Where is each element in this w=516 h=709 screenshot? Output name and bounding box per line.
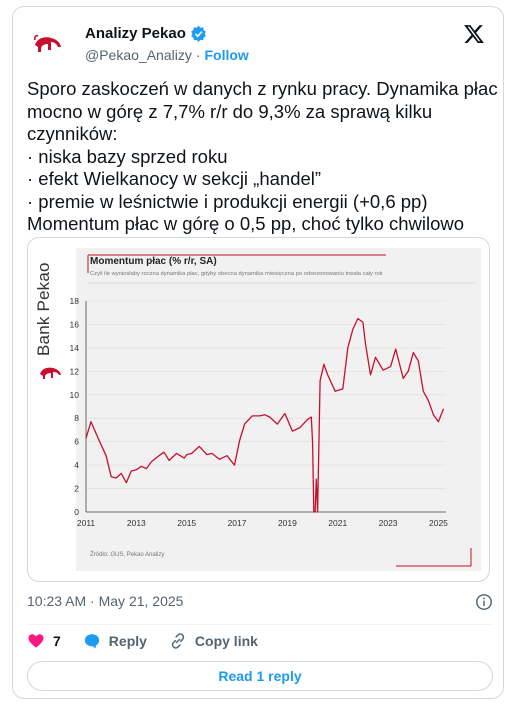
info-icon[interactable] — [475, 593, 493, 611]
like-count: 7 — [53, 633, 61, 649]
y-tick-label: 12 — [69, 366, 79, 377]
tweet-line: · niska bazy sprzed roku — [27, 145, 228, 167]
display-name[interactable]: Analizy Pekao — [85, 25, 186, 42]
like-button[interactable] — [27, 632, 61, 650]
meta-separator: · — [90, 593, 95, 609]
handle[interactable]: @Pekao_Analizy — [85, 47, 192, 63]
chart-title: Momentum płac (% r/r, SA) — [90, 256, 217, 267]
x-tick-label: 2011 — [76, 518, 96, 528]
x-tick-label: 2021 — [328, 518, 348, 528]
x-tick-label: 2013 — [126, 518, 146, 528]
x-logo-icon[interactable] — [463, 23, 485, 45]
chart-source: Źródło: GUS, Pekao Analizy — [90, 552, 165, 558]
tweet-text — [27, 78, 497, 236]
y-tick-label: 4 — [74, 460, 79, 471]
y-tick-label: 14 — [69, 342, 79, 353]
y-tick-label: 6 — [74, 436, 79, 447]
heart-icon — [27, 632, 45, 650]
tweet-line: · efekt Wielkanocy w sekcji „handel” — [27, 168, 322, 189]
follow-button[interactable]: Follow — [204, 47, 249, 63]
tweet-line: czynników: — [27, 123, 118, 144]
wage-momentum-chart — [69, 248, 481, 571]
tweet-line: Momentum płac w górę o 0,5 pp, choć tylko chwilowo — [27, 213, 465, 234]
reply-label: Reply — [108, 633, 147, 649]
tweet-line: Sporo zaskoczeń w danych z rynku pracy. Dynamika płac — [27, 78, 498, 99]
tweet-date[interactable]: May 21, 2025 — [98, 593, 184, 609]
handle-separator: · — [195, 47, 201, 63]
reply-bubble-icon — [83, 632, 101, 650]
avatar[interactable] — [27, 25, 69, 67]
tweet-meta — [27, 593, 493, 609]
y-tick-label: 2 — [74, 483, 79, 494]
x-tick-label: 2025 — [428, 518, 448, 528]
chart-panel — [69, 248, 481, 571]
media-image[interactable] — [27, 237, 490, 582]
read-replies-button[interactable]: Read 1 reply — [27, 661, 493, 691]
y-tick-label: 16 — [69, 319, 79, 330]
x-tick-label: 2019 — [277, 518, 297, 528]
y-tick-label: 10 — [69, 389, 79, 400]
bison-logo-icon — [27, 25, 69, 67]
verified-badge-icon — [190, 25, 207, 42]
tweet-header — [13, 7, 503, 67]
tweet-time[interactable]: 10:23 AM — [27, 593, 87, 609]
tweet-card — [12, 6, 504, 699]
x-tick-label: 2015 — [177, 518, 197, 528]
bison-logo-icon — [38, 364, 64, 384]
copy-link-label: Copy link — [194, 633, 258, 649]
brand-strip — [28, 238, 76, 583]
x-tick-label: 2023 — [378, 518, 398, 528]
reply-button[interactable] — [83, 632, 147, 650]
y-tick-label: 18 — [69, 296, 79, 306]
link-icon — [169, 632, 187, 650]
x-tick-label: 2017 — [227, 518, 247, 528]
y-tick-label: 0 — [74, 507, 79, 517]
divider — [27, 624, 493, 625]
tweet-line: mocno w górę z 7,7% r/r do 9,3% za sprawą kilku — [27, 100, 433, 122]
tweet-line: · premie w leśnictwie i produkcji energii (+0,6 pp) — [27, 190, 428, 212]
y-tick-label: 8 — [74, 413, 79, 424]
brand-name: Bank Pekao — [34, 262, 53, 356]
copy-link-button[interactable] — [169, 632, 258, 650]
chart-subtitle: Czyli ile wyniosłaby roczna dynamika płac, gdyby obecna dynamika miesięczna po odsezonowaniu trwała cały rok — [90, 271, 383, 277]
action-bar — [27, 629, 280, 653]
